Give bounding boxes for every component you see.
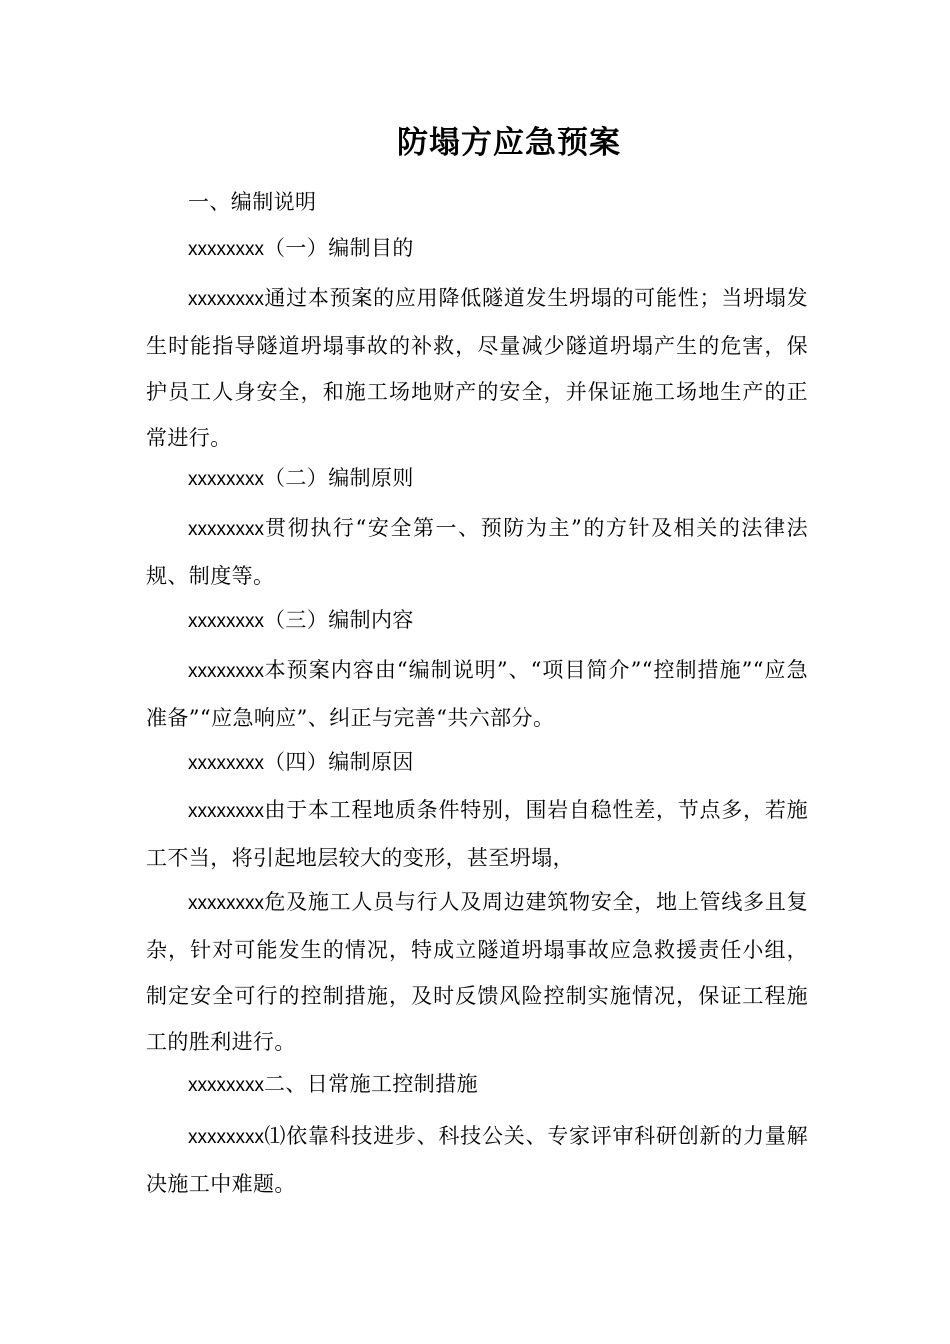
placeholder-text: xxxxxxxx (188, 893, 264, 914)
paragraph (146, 275, 808, 461)
placeholder-text: xxxxxxxx (188, 1075, 264, 1096)
paragraph (146, 505, 808, 599)
paragraph-text: （二）编制原则 (264, 466, 414, 490)
paragraph (146, 647, 808, 741)
placeholder-text: xxxxxxxx (188, 519, 264, 540)
placeholder-text: xxxxxxxx (188, 661, 264, 682)
paragraph (146, 739, 808, 787)
document-title: 防塌方应急预案 (397, 125, 621, 161)
placeholder-text: xxxxxxxx (188, 611, 264, 632)
paragraph-text: 一、编制说明 (188, 190, 317, 214)
paragraph (146, 597, 808, 645)
paragraph (146, 225, 808, 273)
paragraph (146, 455, 808, 503)
paragraph (146, 1061, 808, 1109)
paragraph-text: ⑴依靠科技进步、科技公关、专家评审科研创新的力量解决施工中难题。 (146, 1124, 808, 1196)
paragraph-text: 危及施工人员与行人及周边建筑物安全，地上管线多且复杂，针对可能发生的情况，特成立隧道坍塌事故应急救援责任小组，制定安全可行的控制措施，及时反馈风险控制实施情况，保证工程施工的胜利进行。 (146, 890, 808, 1054)
paragraph-text: （三）编制内容 (264, 608, 414, 632)
paragraph-text: 通过本预案的应用降低隧道发生坍塌的可能性；当坍塌发生时能指导隧道坍塌事故的补救，尽量减少隧道坍塌产生的危害，保护员工人身安全，和施工场地财产的安全，并保证施工场地生产的正常进行。 (146, 286, 808, 450)
paragraph (146, 1113, 808, 1207)
paragraph-text: （一）编制目的 (264, 236, 414, 260)
placeholder-text: xxxxxxxx (188, 469, 264, 490)
paragraph-text: 本预案内容由“编制说明”、“项目简介”“控制措施”“应急准备”“应急响应”、纠正与完善“共六部分。 (146, 658, 808, 730)
paragraph-text: 贯彻执行“安全第一、预防为主”的方针及相关的法律法规、制度等。 (146, 516, 808, 588)
paragraph-text: 由于本工程地质条件特别，围岩自稳性差，节点多，若施工不当，将引起地层较大的变形，甚至坍塌， (146, 798, 808, 870)
paragraph-text: 二、日常施工控制措施 (264, 1072, 478, 1096)
paragraph (146, 879, 808, 1065)
paragraph-text: （四）编制原因 (264, 750, 414, 774)
placeholder-text: xxxxxxxx (188, 289, 264, 310)
placeholder-text: xxxxxxxx (188, 801, 264, 822)
placeholder-text: xxxxxxxx (188, 239, 264, 260)
paragraph (146, 787, 808, 881)
placeholder-text: xxxxxxxx (188, 1127, 264, 1148)
paragraph (146, 179, 808, 227)
placeholder-text: xxxxxxxx (188, 753, 264, 774)
